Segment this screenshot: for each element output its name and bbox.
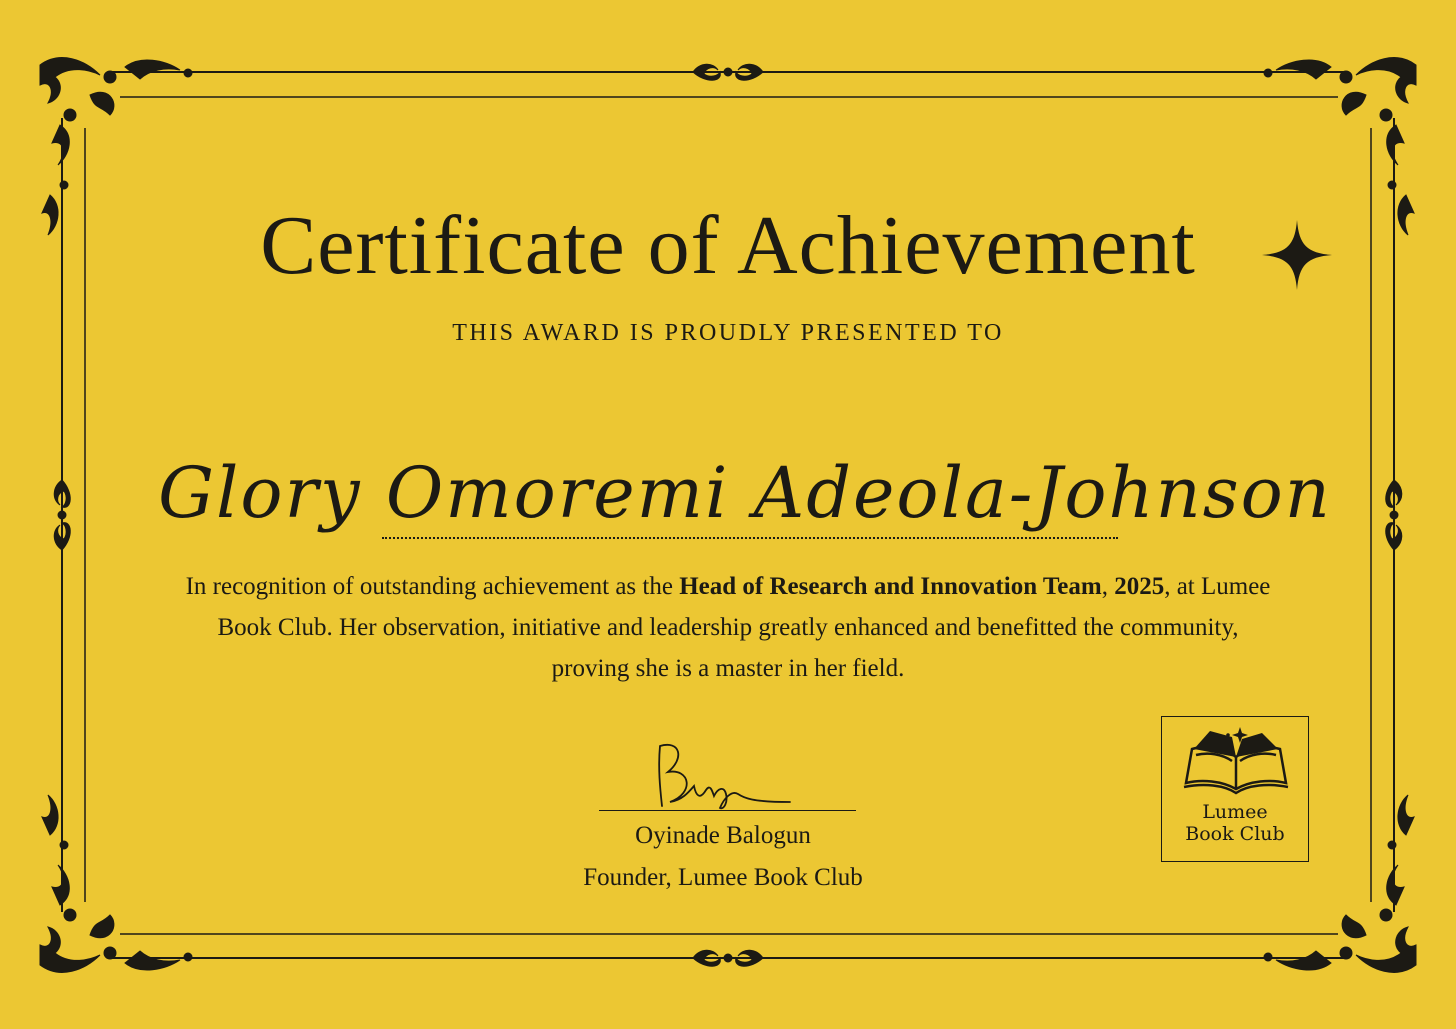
certificate-title: Certificate of Achievement — [260, 199, 1196, 292]
sparkle-icon — [1262, 220, 1332, 290]
presented-to-label: THIS AWARD IS PROUDLY PRESENTED TO — [452, 320, 1004, 346]
signer-title: Founder, Lumee Book Club — [583, 864, 863, 891]
recipient-name: Glory Omoremi Adeola-Johnson — [158, 452, 1332, 534]
recognition-text — [180, 566, 1276, 689]
body-intro: In recognition of outstanding achievement as the — [185, 573, 680, 600]
body-comma: , — [1101, 573, 1108, 600]
body-role: Head of Research and Innovation Team — [679, 573, 1102, 600]
name-underline — [382, 537, 1118, 539]
logo-line-1: Lumee — [1202, 801, 1268, 823]
body-rest: , at Lumee Book Club. Her observation, initiative and leadership greatly enhanced and benefitted the community, proving she is a master in her field. — [217, 573, 1271, 682]
logo-text — [1162, 801, 1308, 845]
club-logo — [1161, 716, 1309, 862]
signer-name: Oyinade Balogun — [635, 822, 811, 849]
open-book-icon — [1180, 727, 1292, 797]
signature-line — [599, 810, 856, 811]
logo-line-2: Book Club — [1185, 823, 1285, 845]
signature-mark — [640, 738, 800, 813]
body-year: 2025 — [1114, 573, 1165, 600]
